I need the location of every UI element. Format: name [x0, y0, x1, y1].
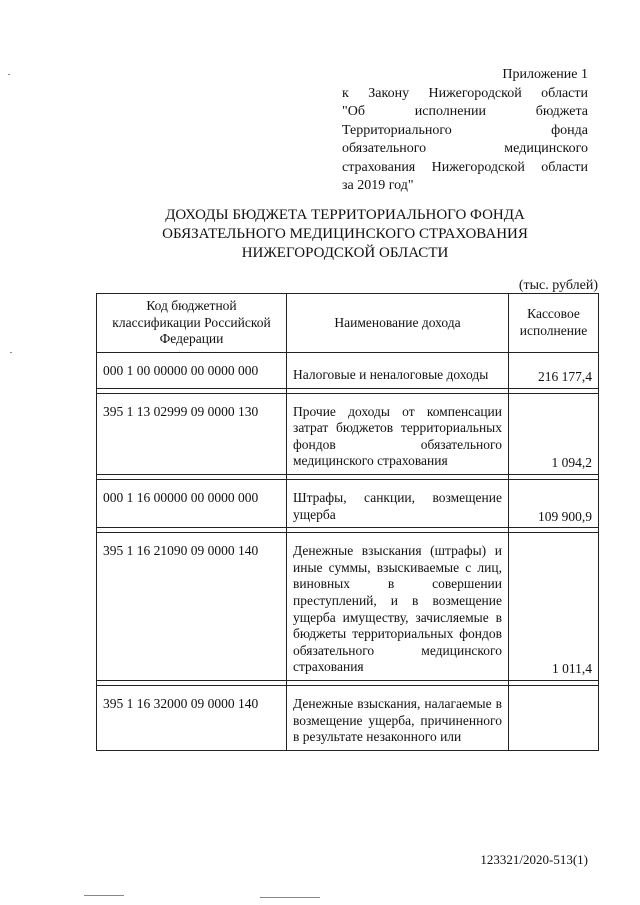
- row-amount: 216 177,4: [509, 353, 599, 389]
- row-name: Штрафы, санкции, возмещение ущерба: [287, 479, 509, 527]
- row-code: 395 1 13 02999 09 0000 130: [97, 393, 287, 474]
- header-name: Наименование дохода: [287, 294, 509, 353]
- revenue-table: [96, 293, 599, 751]
- title-line: НИЖЕГОРОДСКОЙ ОБЛАСТИ: [241, 245, 449, 261]
- row-name: Налоговые и неналоговые доходы: [287, 353, 509, 389]
- row-code: 000 1 16 00000 00 0000 000: [97, 479, 287, 527]
- row-name: Денежные взыскания, налагаемые в возмещение ущерба, причиненного в результате незаконного или: [287, 685, 509, 750]
- table-row: [97, 393, 599, 474]
- row-amount: [509, 685, 599, 750]
- scan-speck: [260, 897, 320, 898]
- row-code: 000 1 00 00000 00 0000 000: [97, 353, 287, 389]
- appendix-line: к Закону Нижегородской области: [342, 85, 588, 101]
- units-label: (тыс. рублей): [518, 278, 598, 293]
- row-amount: 1 094,2: [509, 393, 599, 474]
- document-code: 123321/2020-513(1): [480, 852, 588, 867]
- appendix-line: "Об исполнении бюджета: [342, 104, 588, 119]
- table-header-row: [97, 294, 599, 353]
- appendix-line: за 2019 год": [342, 178, 414, 193]
- appendix-line: Приложение 1: [502, 67, 588, 82]
- row-amount: 1 011,4: [509, 533, 599, 681]
- appendix-line: Территориального фонда: [342, 122, 588, 138]
- appendix-line: страхования Нижегородской области: [342, 159, 588, 175]
- scan-speck: [8, 74, 10, 75]
- row-name: Денежные взыскания (штрафы) и иные суммы, взыскиваемые с лиц, виновных в совершении преступлений, и в возмещение ущерба имуществу, зачисляемые в бюджеты территориальных фондов обязательного медицинского страхования: [287, 533, 509, 681]
- title-line: ДОХОДЫ БЮДЖЕТА ТЕРРИТОРИАЛЬНОГО ФОНДА: [165, 207, 525, 223]
- title-line: ОБЯЗАТЕЛЬНОГО МЕДИЦИНСКОГО СТРАХОВАНИЯ: [162, 226, 528, 242]
- row-amount: 109 900,9: [509, 479, 599, 527]
- table-row: [97, 533, 599, 681]
- row-code: 395 1 16 21090 09 0000 140: [97, 533, 287, 681]
- header-code: Код бюджетной классификации Российской Федерации: [97, 294, 287, 353]
- scan-speck: [10, 352, 12, 353]
- appendix-line: обязательного медицинского: [342, 141, 588, 156]
- row-code: 395 1 16 32000 09 0000 140: [97, 685, 287, 750]
- document-title: [120, 206, 570, 263]
- row-name: Прочие доходы от компенсации затрат бюджетов территориальных фондов обязательного медицинского страхования: [287, 393, 509, 474]
- header-amount: Кассовое исполнение: [509, 294, 599, 353]
- table-row: [97, 479, 599, 527]
- table-row: [97, 353, 599, 389]
- appendix-note: [342, 66, 588, 196]
- scan-speck: [84, 895, 124, 896]
- table-row: [97, 685, 599, 750]
